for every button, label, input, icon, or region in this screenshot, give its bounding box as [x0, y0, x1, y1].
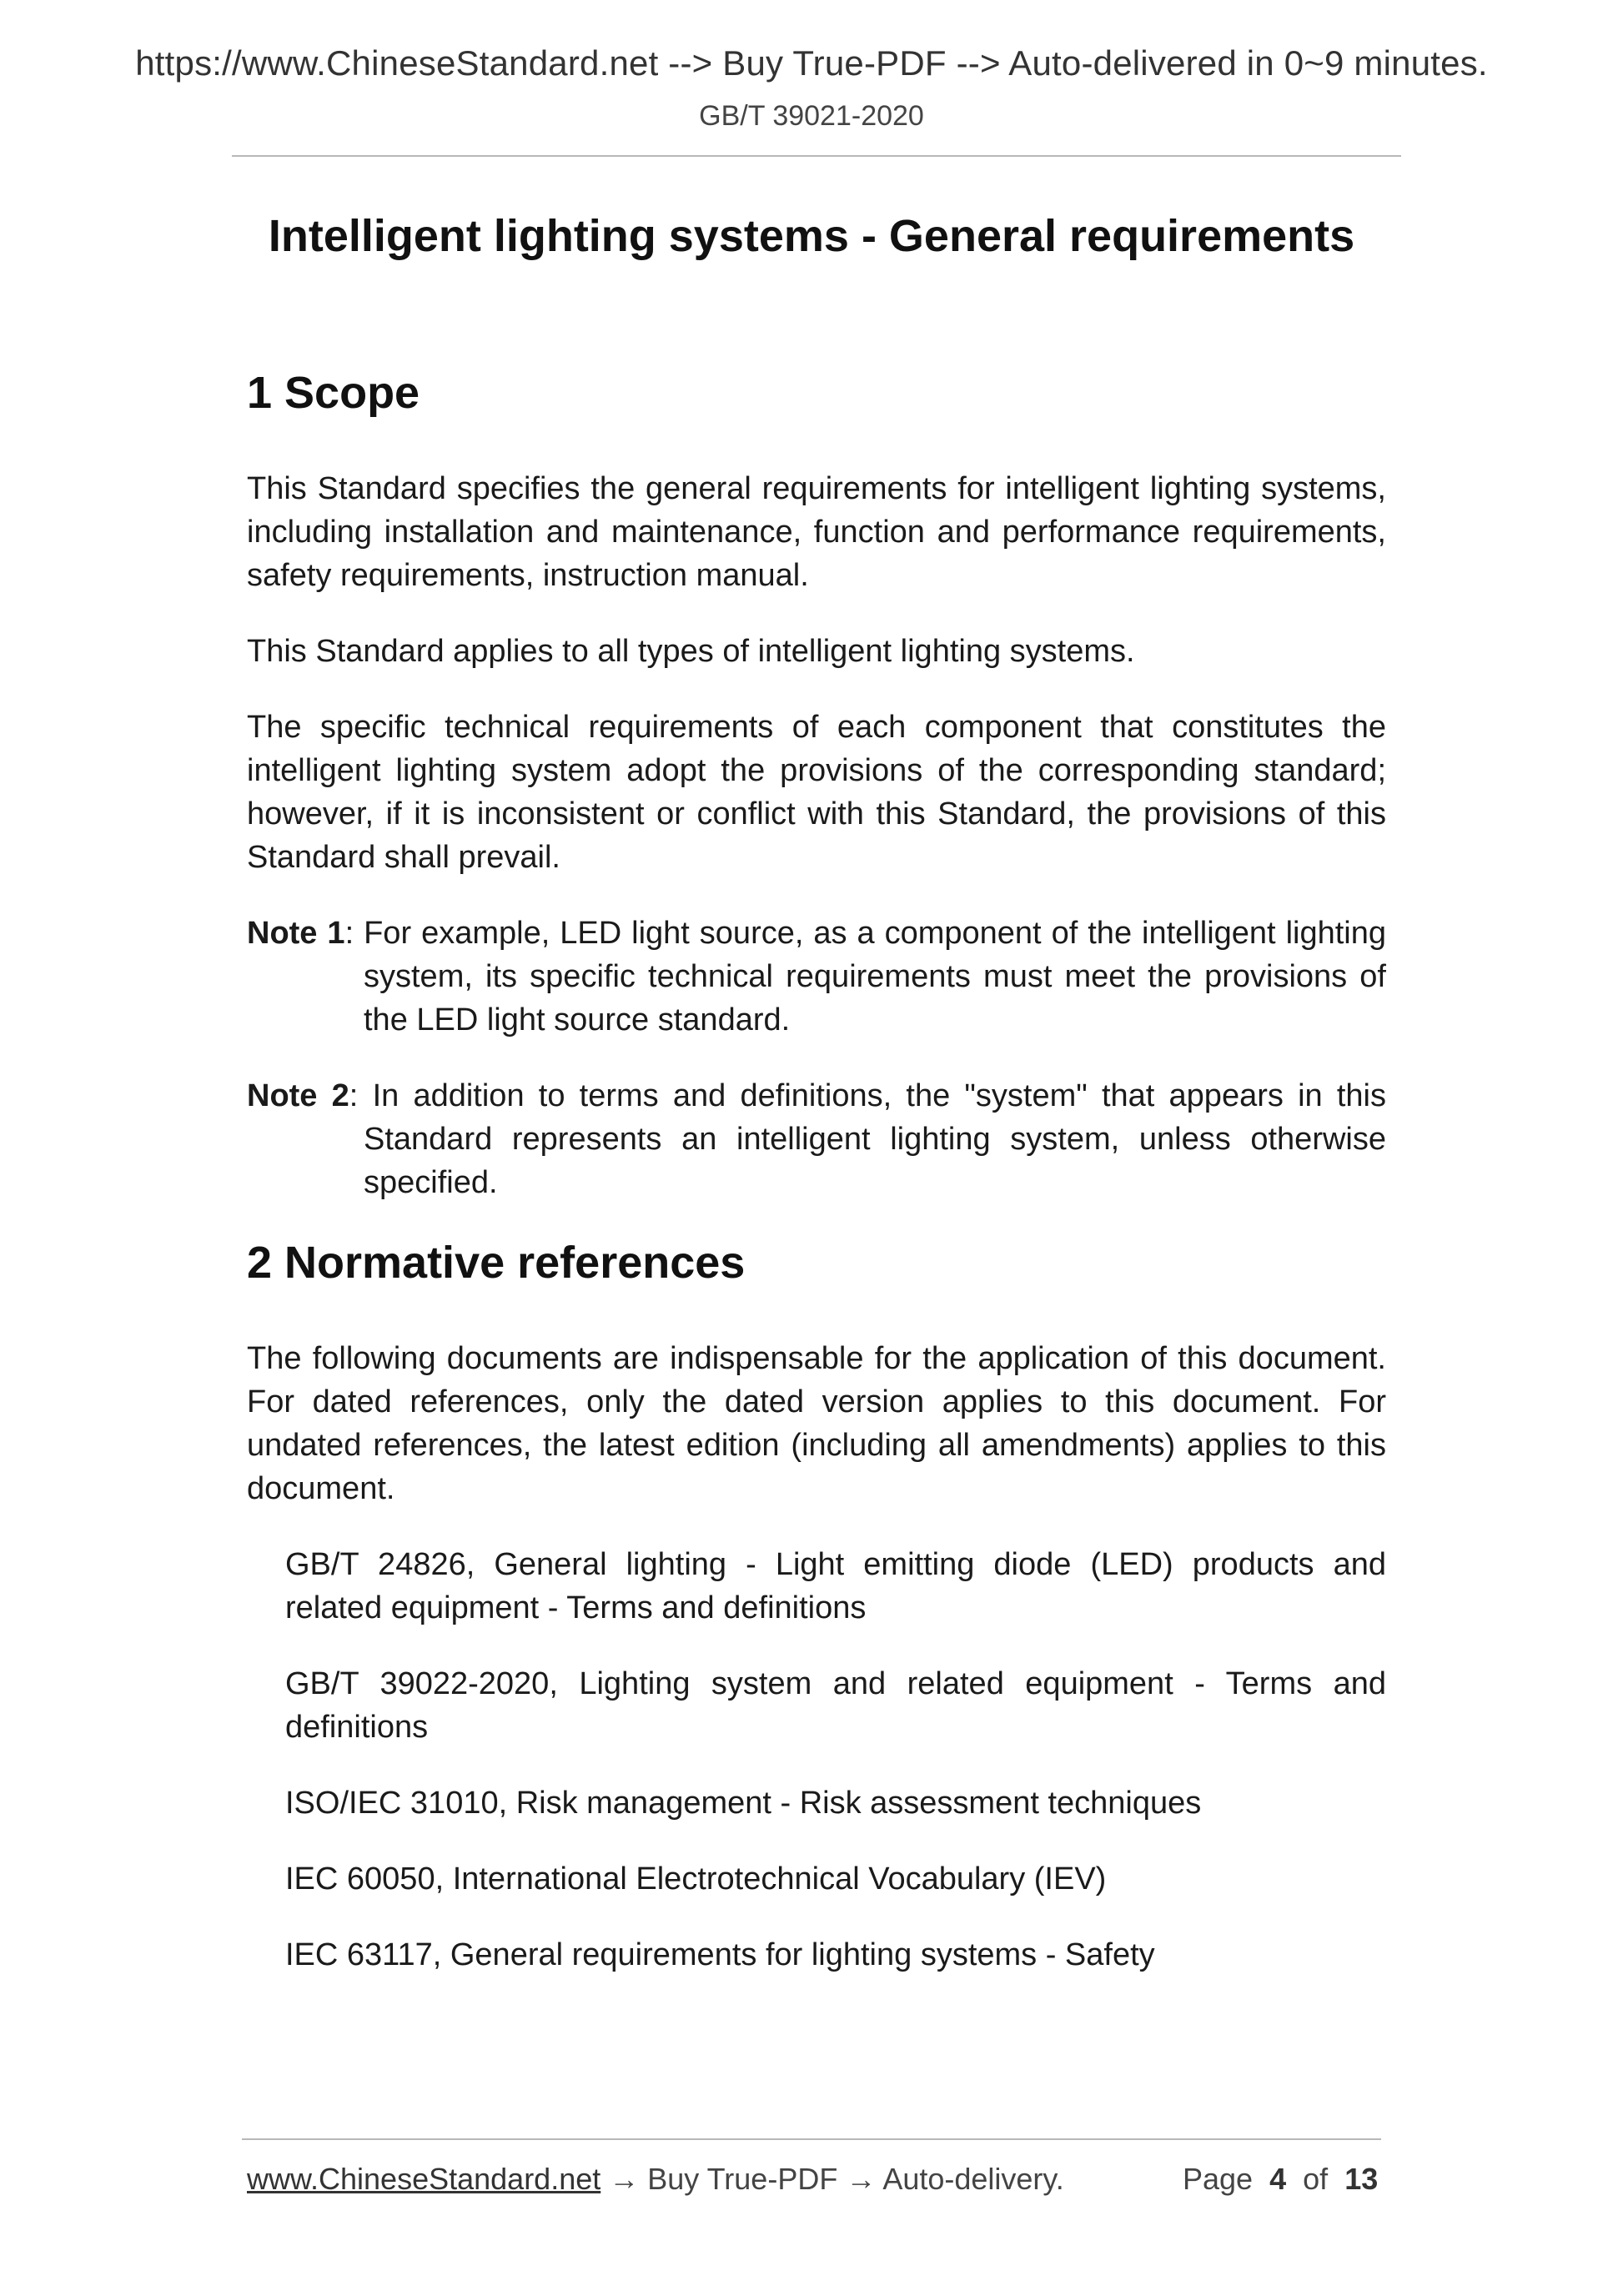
footer-left	[247, 2162, 1064, 2197]
section-heading-scope: 1 Scope	[247, 368, 420, 418]
reference-item: ISO/IEC 31010, Risk management - Risk assessment techniques	[285, 1786, 1202, 1821]
scope-paragraph: This Standard specifies the general requirements for intelligent lighting systems, including installation and maintenance, function and performance requirements, safety requirements, instruction manual.	[247, 471, 1386, 593]
page-current: 4	[1269, 2162, 1287, 2196]
note-2	[247, 1074, 1386, 1204]
note-label: Note 1	[247, 916, 345, 951]
reference-item: IEC 60050, International Electrotechnical Vocabulary (IEV)	[285, 1861, 1107, 1897]
page-of: of	[1303, 2162, 1329, 2196]
scope-paragraph: The specific technical requirements of each component that constitutes the intelligent lighting system adopt the provisions of the corresponding standard; however, if it is inconsistent or conflict with this Standard, the provisions of this Standard shall prevail.	[247, 710, 1386, 875]
section-scope	[247, 367, 1386, 1204]
footer-tagline: → Buy True-PDF → Auto-delivery.	[600, 2162, 1064, 2196]
page-number	[1183, 2162, 1378, 2197]
note-1	[247, 912, 1386, 1042]
footer-site-link[interactable]: www.ChineseStandard.net	[247, 2162, 601, 2196]
document-body	[247, 367, 1386, 2009]
note-text: : For example, LED light source, as a component of the intelligent lighting system, its specific technical requirements must meet the provisions of the LED light source standard.	[344, 916, 1386, 1037]
page-total: 13	[1344, 2162, 1379, 2196]
document-title: Intelligent lighting systems - General requirements	[268, 211, 1355, 261]
references-intro: The following documents are indispensable for the application of this document. For dated references, only the dated version applies to this document. For undated references, the latest edition (including all amendments) applies to this document.	[247, 1341, 1386, 1506]
section-normative-references	[247, 1237, 1386, 1977]
note-text: : In addition to terms and definitions, the "system" that appears in this Standard represents an intelligent lighting system, unless otherwise specified.	[349, 1078, 1386, 1200]
top-banner: https://www.ChineseStandard.net --> Buy True-PDF --> Auto-delivered in 0~9 minutes.	[135, 43, 1488, 83]
section-heading-references: 2 Normative references	[247, 1238, 746, 1288]
page-label: Page	[1183, 2162, 1254, 2196]
reference-item: IEC 63117, General requirements for lighting systems - Safety	[285, 1937, 1155, 1972]
header-divider	[232, 155, 1401, 157]
reference-item: GB/T 39022-2020, Lighting system and related equipment - Terms and definitions	[285, 1666, 1386, 1745]
document-code: GB/T 39021-2020	[699, 100, 924, 132]
reference-item: GB/T 24826, General lighting - Light emitting diode (LED) products and related equipment - Terms and definitions	[285, 1547, 1386, 1625]
note-label: Note 2	[247, 1078, 349, 1113]
scope-paragraph: This Standard applies to all types of intelligent lighting systems.	[247, 634, 1135, 669]
footer-divider	[242, 2138, 1381, 2140]
